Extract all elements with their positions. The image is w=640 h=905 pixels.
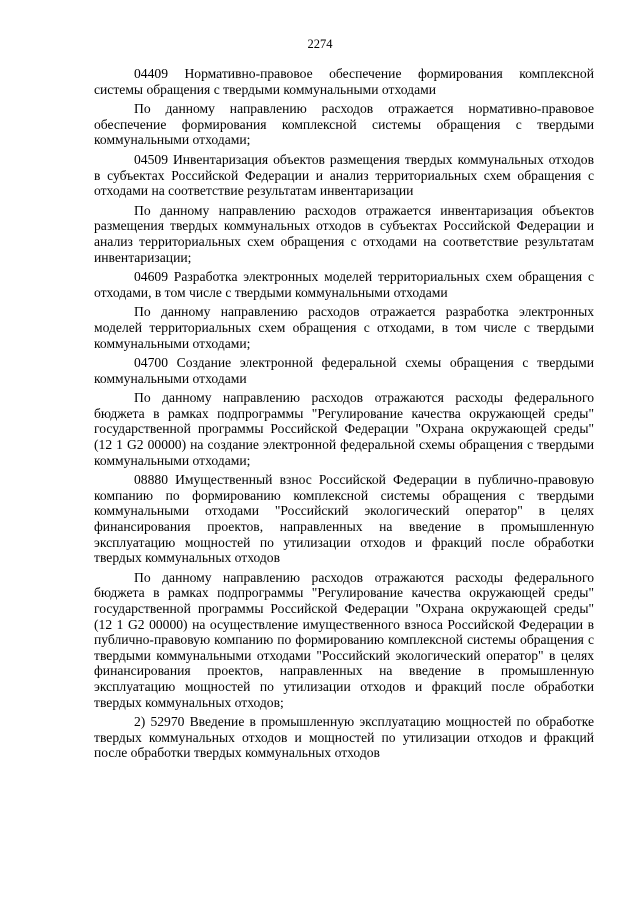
code-heading-04700: 04700 Создание электронной федеральной схемы обращения с твердыми коммунальными отходами — [94, 355, 594, 386]
page-number: 2274 — [307, 37, 333, 51]
description-08880: По данному направлению расходов отражаются расходы федерального бюджета в рамках подпрограммы "Регулирование качества окружающей среды" государственной программы Российской Федерации "Охрана окружающей среды" (12 1 G2 00000) на осуществление имущественного взноса Российской Федерации в публично-правовую компанию по формированию комплексной системы обращения с твердыми коммунальными отходами "Российский экологический оператор" в целях финансирования проектов, направленных на введение в промышленную эксплуатацию мощностей по утилизации отходов и фракций после обработки твердых коммунальных отходов; — [94, 569, 594, 710]
description-04700: По данному направлению расходов отражаются расходы федерального бюджета в рамках подпрограммы "Регулирование качества окружающей среды" государственной программы Российской Федерации "Охрана окружающей среды" (12 1 G2 00000) на создание электронной федеральной схемы обращения с твердыми коммунальными отходами; — [94, 390, 594, 468]
code-heading-04409: 04409 Нормативно-правовое обеспечение формирования комплексной системы обращения с твердыми коммунальными отходами — [94, 66, 594, 97]
description-04409: По данному направлению расходов отражается нормативно-правовое обеспечение формирования комплексной системы обращения с твердыми коммунальными отходами; — [94, 101, 594, 148]
code-heading-04609: 04609 Разработка электронных моделей территориальных схем обращения с отходами, в том числе с твердыми коммунальными отходами — [94, 269, 594, 300]
description-04509: По данному направлению расходов отражается инвентаризация объектов размещения твердых коммунальных отходов в субъектах Российской Федерации и анализ территориальных схем обращения с отходами на соответствие результатам инвентаризации; — [94, 202, 594, 265]
document-body — [94, 66, 594, 765]
code-heading-52970: 2) 52970 Введение в промышленную эксплуатацию мощностей по обработке твердых коммунальных отходов и мощностей по утилизации отходов и фракций после обработки твердых коммунальных отходов — [94, 714, 594, 761]
description-04609: По данному направлению расходов отражается разработка электронных моделей территориальных схем обращения с отходами, в том числе с твердыми коммунальными отходами; — [94, 304, 594, 351]
code-heading-04509: 04509 Инвентаризация объектов размещения твердых коммунальных отходов в субъектах Российской Федерации и анализ территориальных схем обращения с отходами на соответствие результатам инвентаризации — [94, 151, 594, 199]
code-heading-08880: 08880 Имущественный взнос Российской Федерации в публично-правовую компанию по формированию комплексной системы обращения с твердыми коммунальными отходами "Российский экологический оператор" в целях финансирования проектов, направленных на введение в промышленную эксплуатацию мощностей по утилизации отходов и фракций после обработки твердых коммунальных отходов — [94, 472, 594, 566]
